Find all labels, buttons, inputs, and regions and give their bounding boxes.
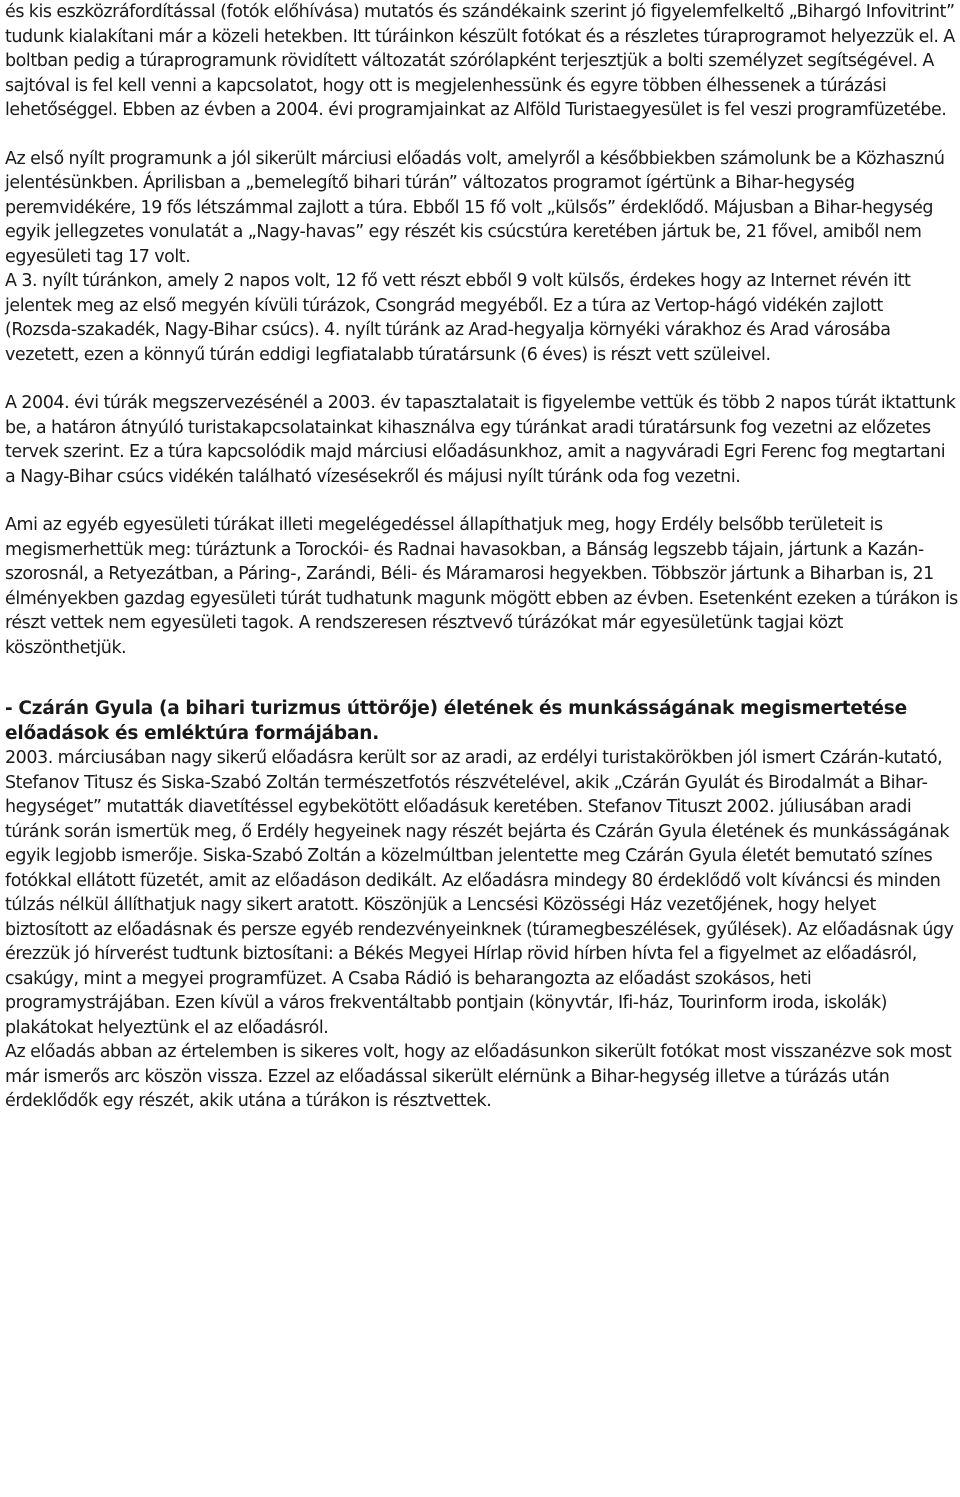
section-heading: - Czárán Gyula (a bihari turizmus úttörője) életének és munkásságának megismertetése előadások és emléktúra formájában. <box>5 698 907 744</box>
paragraph-other-tours: Ami az egyéb egyesületi túrákat illeti megelégedéssel állapíthatjuk meg, hogy Erdély belsőbb területeit is megismerhettük meg: túráztunk a Torockói- és Radnai havasokban, a Bánság legszebb tájain, jártunk a Kazán-szorosnál, a Retyezátban, a Páring-, Zarándi, Béli- és Máramarosi hegyekben. Többször jártunk a Biharban is, 21 élményekben gazdag egyesületi túrát tudhatunk magunk mögött ebben az évben. Esetenként ezeken a túrákon is részt vettek nem egyesületi tagok. A rendszeresen résztvevő túrázókat már egyesületünk tagjai közt köszönthetjük. <box>5 515 958 658</box>
paragraph-gap <box>5 489 960 513</box>
section-gap <box>5 660 960 696</box>
paragraph-2004-tours: A 2004. évi túrák megszervezésénél a 2003. év tapasztalatait is figyelembe vettük és több 2 napos túrát iktattunk be, a határon átnyúló turistakapcsolatainkat kihasználva egy túránkat aradi túratársunk fog vezetni az előzetes tervek szerint. Ez a túra kapcsolódik majd márciusi előadásunkhoz, amit a nagyváradi Egri Ferenc fog megtartani a Nagy-Bihar csúcs vidékén található vízesésekről és májusi nyílt túránk oda fog vezetni. <box>5 393 956 487</box>
paragraph-lecture: 2003. márciusában nagy sikerű előadásra került sor az aradi, az erdélyi turistakörökben jól ismert Czárán-kutató, Stefanov Titusz és Siska-Szabó Zoltán természetfotós részvételével, akik „Czárán Gyulát és Birodalmát a Bihar-hegységet” mutatták diavetítéssel egybekötött előadásuk keretében. Stefanov Tituszt 2002. júliusában aradi túránk során ismertük meg, ő Erdély hegyeinek nagy részét bejárta és Czárán Gyula életének és munkásságának egyik legjobb ismerője. Siska-Szabó Zoltán a közelmúltban jelentette meg Czárán Gyula életét bemutató színes fotókkal ellátott füzetét, amit az előadáson dedikált. Az előadásra mindegy 80 érdeklődő volt kíváncsi és minden túlzás nélkül állíthatjuk nagy sikert aratott. Köszönjük a Lencsési Közösségi Ház vezetőjének, hogy helyet biztosított az előadásnak és persze egyéb rendezvényeinknek (túramegbeszélések, gyűlések). Az előadásnak úgy érezzük jó hírverést tudtunk biztosítani: a Békés Megyei Hírlap rövid hírben hívta fel a figyelmet az előadásról, csakúgy, mint a megyei programfüzet. A Csaba Rádió is beharangozta az előadást szokásos, heti programystrájában. Ezen kívül a város frekventáltabb pontjain (könyvtár, Ifi-ház, Tourinform iroda, iskolák) plakátokat helyeztünk el az előadásról. <box>5 748 954 1038</box>
paragraph-first-programs: Az első nyílt programunk a jól sikerült márciusi előadás volt, amelyről a későbbiekben számolunk be a Közhasznú jelentésünkben. Áprilisban a „bemelegítő bihari túrán” változatos programot ígértünk a Bihar-hegység peremvidékére, 19 fős létszámmal zajlott a túra. Ebből 15 fő volt „külsős” érdeklődő. Májusban a Bihar-hegység egyik jellegzetes vonulatát a „Nagy-havas” egy részét kis csúcstúra keretében jártuk be, 21 fővel, amiből nem egyesületi tag 17 volt. <box>5 148 945 267</box>
paragraph-lecture-success: Az előadás abban az értelemben is sikeres volt, hogy az előadásunkon sikerült fotókat most visszanézve sok most már ismerős arc köszön vissza. Ezzel az előadással sikerült elérnünk a Bihar-hegység illetve a túrázás után érdeklődők egy részét, akik utána a túrákon is résztvettek. <box>5 1042 952 1111</box>
paragraph-gap <box>5 367 960 391</box>
paragraph-intro: és kis eszközráfordítással (fotók előhívása) mutatós és szándékaink szerint jó figyelemfelkeltő „Bihargó Infovitrint” tudunk kialakítani már a közeli hetekben. Itt túráinkon készült fotókat és a részletes túraprogramot helyezzük el. A boltban pedig a túraprogramunk rövidített változatát szórólapként terjesztjük a bolti személyzet segítségével. A sajtóval is fel kell venni a kapcsolatot, hogy ott is megjelenhessünk és egyre többen élhessenek a túrázási lehetőséggel. Ebben az évben a 2004. évi programjainkat az Alföld Turistaegyesület is fel veszi programfüzetébe. <box>5 2 955 120</box>
paragraph-third-tour: A 3. nyílt túránkon, amely 2 napos volt, 12 fő vett részt ebből 9 volt külsős, érdekes hogy az Internet révén itt jelentek meg az első megyén kívüli túrázok, Csongrád megyéből. Ez a túra az Vertop-hágó vidékén zajlott (Rozsda-szakadék, Nagy-Bihar csúcs). 4. nyílt túránk az Arad-hegyalja környéki várakhoz és Arad városába vezetett, ezen a könnyű túrán eddigi legfiatalabb túratársunk (6 éves) is részt vett szüleivel. <box>5 271 911 365</box>
paragraph-gap <box>5 123 960 147</box>
